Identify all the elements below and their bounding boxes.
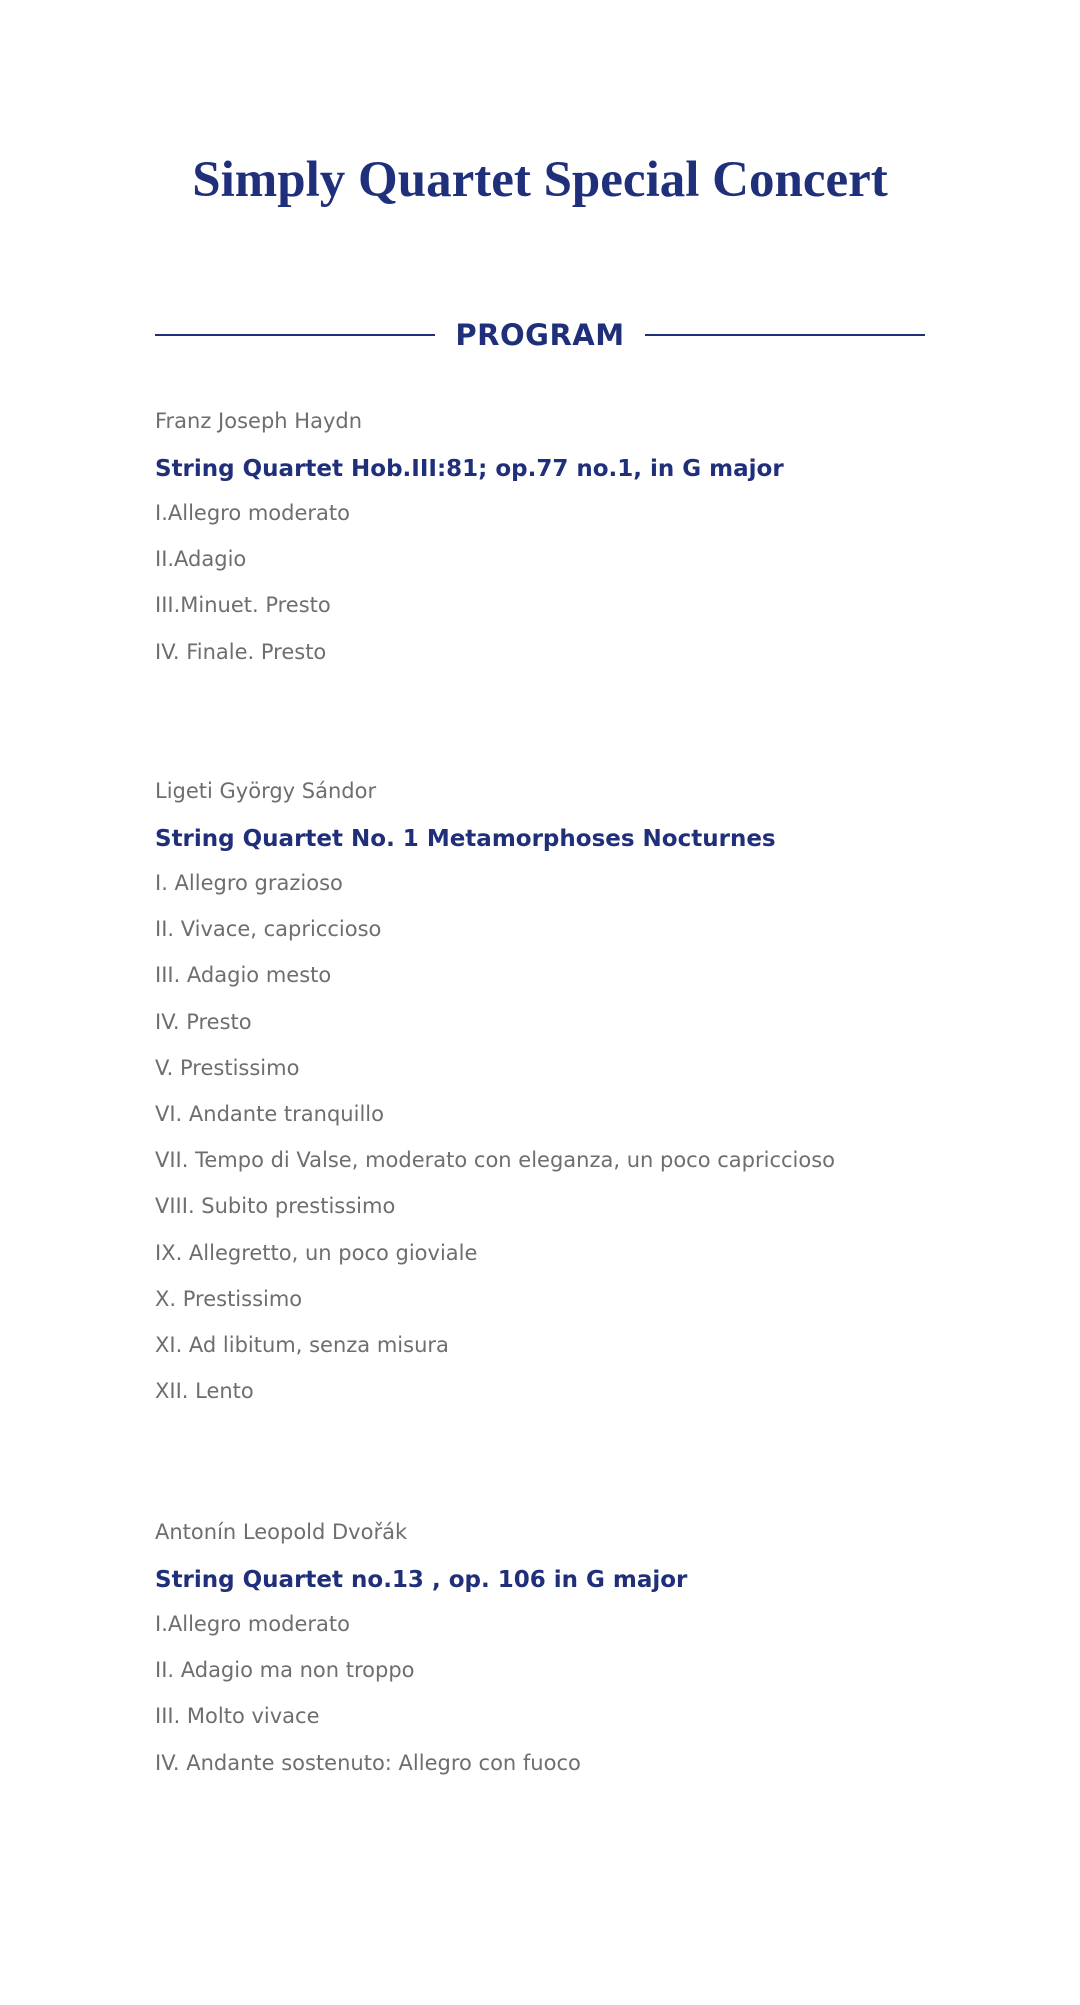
movement-item: I.Allegro moderato	[155, 1612, 350, 1636]
movement-item: I. Allegro grazioso	[155, 871, 343, 895]
movement-item: IV. Andante sostenuto: Allegro con fuoco	[155, 1750, 581, 1775]
movement-list	[155, 490, 1015, 675]
work-ligeti	[155, 768, 1015, 1414]
piece-title: String Quartet Hob.III:81; op.77 no.1, in G major	[155, 456, 784, 482]
movement-item: III.Minuet. Presto	[155, 593, 331, 618]
piece-title: String Quartet No. 1 Metamorphoses Nocturnes	[155, 826, 776, 852]
composer-name: Antonín Leopold Dvořák	[155, 1520, 408, 1544]
program-label: PROGRAM	[455, 318, 625, 352]
composer-name: Ligeti György Sándor	[155, 779, 377, 803]
movement-item: III. Molto vivace	[155, 1704, 320, 1729]
program-header	[155, 312, 925, 358]
page-title: Simply Quartet Special Concert	[192, 152, 888, 208]
movement-item: VIII. Subito prestissimo	[155, 1194, 396, 1219]
composer-name: Franz Joseph Haydn	[155, 409, 363, 433]
work-dvorak	[155, 1509, 1015, 1786]
piece-title: String Quartet no.13 , op. 106 in G major	[155, 1567, 688, 1593]
left-divider	[155, 334, 435, 336]
movement-item: II.Adagio	[155, 547, 247, 572]
movement-item: X. Prestissimo	[155, 1286, 303, 1311]
movement-item: IV. Presto	[155, 1009, 252, 1034]
movement-item: XII. Lento	[155, 1379, 254, 1404]
movement-list	[155, 860, 1015, 1414]
movement-item: III. Adagio mesto	[155, 963, 332, 988]
movement-item: VI. Andante tranquillo	[155, 1101, 384, 1126]
movement-item: IX. Allegretto, un poco gioviale	[155, 1240, 478, 1265]
movement-item: II. Adagio ma non troppo	[155, 1658, 415, 1683]
movement-item: VII. Tempo di Valse, moderato con eleganza, un poco capriccioso	[155, 1148, 836, 1173]
movement-list	[155, 1601, 1015, 1786]
movement-item: II. Vivace, capriccioso	[155, 917, 382, 942]
movement-item: I.Allegro moderato	[155, 501, 350, 525]
movement-item: IV. Finale. Presto	[155, 639, 327, 664]
work-haydn	[155, 398, 1015, 675]
movement-item: V. Prestissimo	[155, 1055, 300, 1080]
right-divider	[645, 334, 925, 336]
movement-item: XI. Ad libitum, senza misura	[155, 1332, 449, 1357]
